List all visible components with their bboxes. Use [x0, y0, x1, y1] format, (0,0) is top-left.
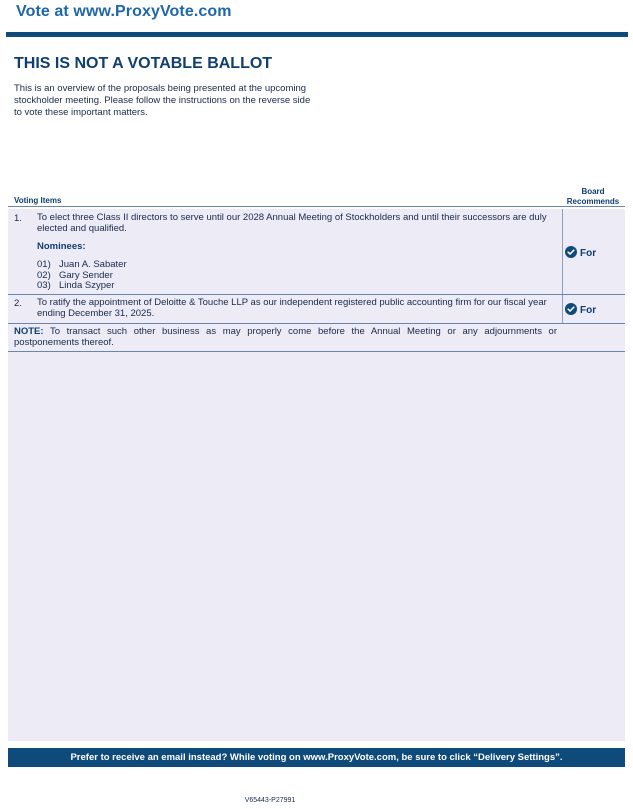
nominee-1-name: Juan A. Sabater [59, 259, 127, 270]
note-text [14, 326, 557, 348]
item-2-number: 2. [14, 298, 22, 309]
item-1-recommendation-label: For [580, 248, 597, 259]
check-circle-icon [565, 303, 577, 318]
table-top-rule [8, 206, 625, 207]
intro-text: This is an overview of the proposals being presented at the upcoming stockholder meeting. Please follow the instructions on the reverse side to vote these important matters. [14, 83, 311, 118]
board-recommends-header [561, 187, 625, 207]
item-2-recommendation-label: For [580, 305, 597, 316]
site-title: Vote at www.ProxyVote.com [16, 3, 232, 20]
nominee-1-number: 01) [37, 259, 51, 270]
header-divider [6, 32, 628, 37]
check-circle-icon [565, 246, 577, 261]
nominee-3-name: Linda Szyper [59, 280, 115, 291]
nominee-3-number: 03) [37, 280, 51, 291]
voting-items-header: Voting Items [14, 196, 62, 205]
board-recommends-line2: Recommends [566, 197, 620, 206]
nominees-label: Nominees: [37, 241, 86, 252]
item-2-recommendation [565, 303, 596, 318]
note-body: To transact such other business as may properly come before the Annual Meeting or any adjournments or postponements thereof. [14, 326, 557, 348]
board-recommends-line1: Board [581, 187, 605, 196]
blank-panel [8, 352, 625, 741]
nominee-3 [37, 281, 114, 292]
page-title: THIS IS NOT A VOTABLE BALLOT [14, 55, 273, 72]
nominee-2-number: 02) [37, 269, 51, 281]
item-1-text: To elect three Class II directors to serve until our 2028 Annual Meeting of Stockholders and until their successors are duly elected and qualified. [37, 212, 547, 234]
item-1-number: 1. [14, 213, 22, 224]
item-2-text: To ratify the appointment of Deloitte & Touche LLP as our independent registered public accounting firm for our fiscal year ending December 31, 2025. [37, 297, 547, 319]
item-1-recommendation [565, 246, 596, 261]
document-code: V65443-P27991 [244, 797, 296, 804]
email-delivery-banner: Prefer to receive an email instead? While voting on www.ProxyVote.com, be sure to click “Delivery Settings”. [8, 748, 625, 767]
nominee-2-name: Gary Sender [59, 269, 113, 281]
note-label: NOTE: [14, 326, 44, 337]
